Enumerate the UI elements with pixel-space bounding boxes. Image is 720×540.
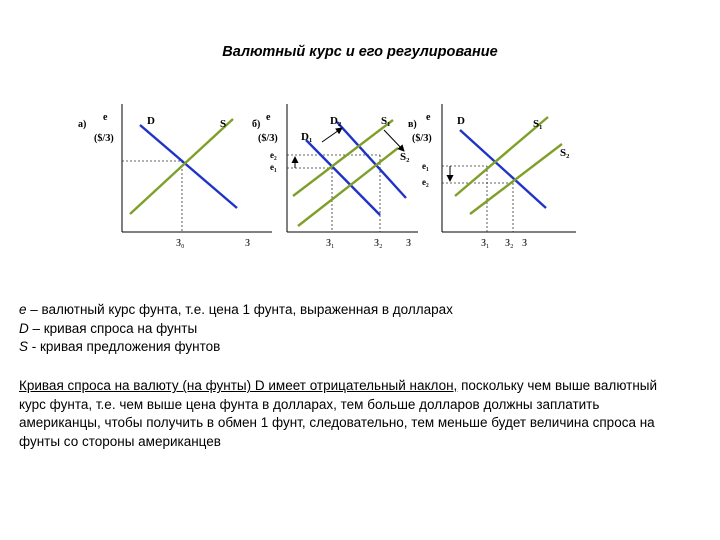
legend-row-d [19, 320, 699, 339]
panel-c-s-label-1: S₂ [560, 147, 570, 159]
panel-a-s-label: S [220, 118, 227, 130]
panel-a [78, 104, 272, 249]
panel-b-x-tick-2: З [406, 238, 412, 249]
panel-b-x-tick-0: З₁ [326, 238, 335, 249]
panel-a-tag: а) [78, 119, 87, 130]
panel-b-unit: ($/З) [258, 133, 278, 144]
panel-a-demand-curve [140, 125, 237, 208]
panel-b-y-tick-0: e₂ [270, 150, 277, 160]
panel-c-supply-curve-2 [470, 144, 562, 214]
panel-c [408, 104, 576, 249]
legend-text-e: – валютный курс фунта, т.е. цена 1 фунта, выраженная в долларах [26, 302, 453, 317]
panel-c-tag: в) [408, 119, 417, 130]
panel-c-x-tick-2: З [522, 238, 528, 249]
panel-a-d-label: D [147, 115, 155, 127]
panel-b-d-label-0: D₂ [330, 115, 342, 127]
panel-a-unit: ($/З) [94, 133, 114, 144]
panel-c-e-label: e [426, 112, 431, 123]
legend-symbol-e: e [19, 302, 27, 317]
legend-symbol-d: D [19, 320, 29, 336]
panel-c-y-tick-1: e₂ [422, 177, 429, 187]
legend-text-d: – кривая спроса на фунты [28, 320, 198, 336]
panel-a-supply-curve [130, 119, 233, 214]
panel-b-x-tick-1: З₂ [374, 238, 383, 249]
panel-a-x-tick-1: З [245, 238, 251, 249]
panel-c-y-tick-0: e₁ [422, 161, 429, 171]
paragraph-rest: поскольку чем выше валютный курс фунта, т.е. чем выше цена фунта в долларах, тем больше долларов должны заплатить американцы, чтобы получить в обмен 1 фунт, следовательно, тем меньше будет величина спроса на фунты со стороны американцев [19, 378, 658, 449]
paragraph-underlined: Кривая спроса на валюту (на фунты) D имеет отрицательный наклон, [19, 378, 458, 393]
legend-row-s [19, 338, 699, 357]
panel-b-shift-arrow-supply [384, 130, 404, 151]
panel-c-x-tick-0: З₁ [481, 238, 490, 249]
panel-c-d-label: D [457, 115, 465, 127]
panel-b-d-label-1: D₁ [301, 131, 313, 143]
legend-text-s: - кривая предложения фунтов [28, 339, 221, 354]
panel-a-x-tick-0: З₀ [176, 238, 185, 249]
panel-c-s-label-0: S₁ [533, 118, 543, 130]
panel-b [252, 104, 418, 249]
legend-symbol-s: S [19, 339, 29, 354]
panel-c-demand-curve [460, 130, 546, 208]
panel-b-tag: б) [252, 119, 261, 130]
panel-b-supply-curve-2 [298, 148, 398, 226]
slide-title: Валютный курс и его регулирование [222, 44, 498, 60]
explanation-paragraph [19, 377, 679, 451]
panel-a-e-label: e [103, 112, 108, 123]
panel-b-s-label-1: S₂ [400, 151, 410, 163]
legend-row-e [19, 301, 699, 320]
legend [19, 301, 699, 357]
panel-c-unit: ($/З) [412, 133, 432, 144]
panel-b-shift-arrow-demand [322, 128, 342, 142]
panel-c-x-tick-1: З₂ [505, 238, 514, 249]
panel-b-y-tick-1: e₁ [270, 162, 277, 172]
panel-b-s-label-0: S₁ [381, 115, 391, 127]
panel-b-e-label: e [266, 112, 271, 123]
